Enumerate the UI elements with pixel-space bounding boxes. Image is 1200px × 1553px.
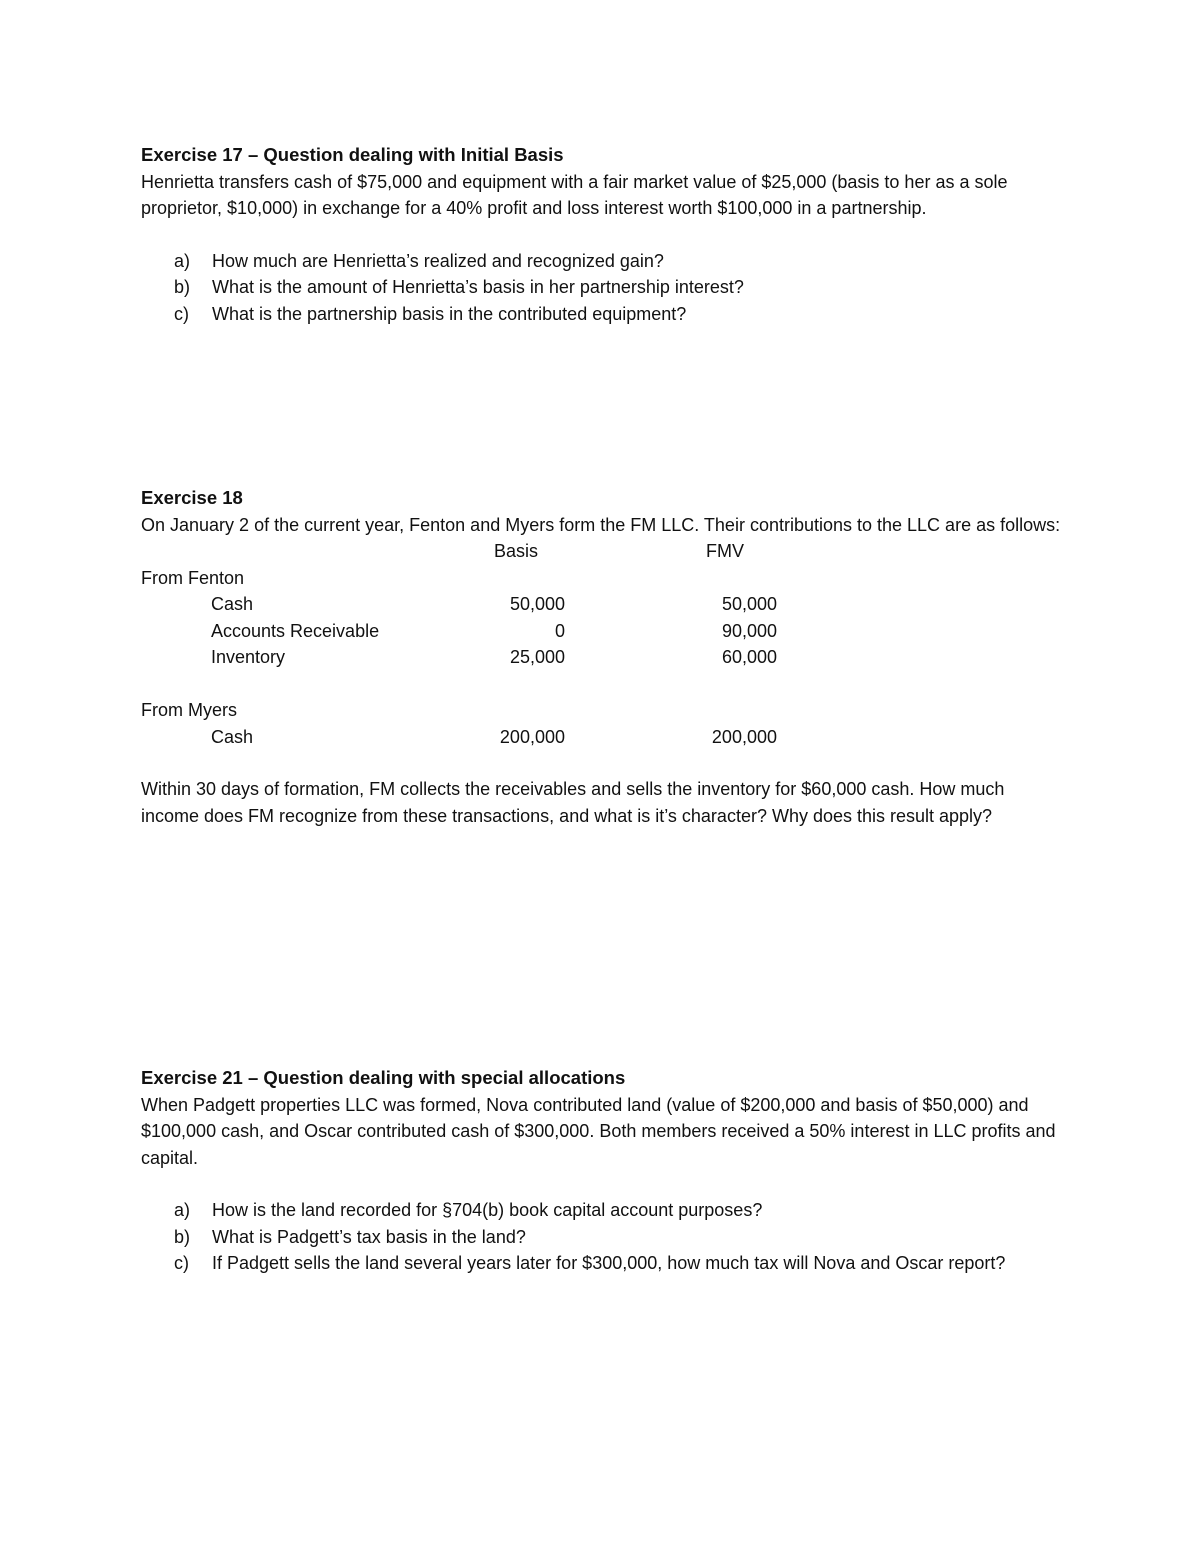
question-letter: a) [174, 1200, 191, 1220]
contribution-item: Accounts Receivable [211, 620, 380, 641]
contributions-header-row [141, 538, 1061, 565]
fenton-group-label-row [141, 565, 1061, 592]
contribution-basis: 0 [554, 620, 565, 641]
contribution-row [141, 591, 1061, 618]
question-text: How much are Henrietta’s realized and recognized gain? [212, 250, 664, 271]
fmv-column-header: FMV [706, 541, 744, 561]
exercise-17-title: Exercise 17 – Question dealing with Initial Basis [141, 144, 564, 165]
question-text: How is the land recorded for §704(b) book capital account purposes? [212, 1200, 763, 1220]
question-letter: c) [174, 1253, 189, 1273]
question-item [141, 301, 1061, 328]
exercise-18-intro: On January 2 of the current year, Fenton and Myers form the FM LLC. Their contributions to the LLC are as follows: [141, 514, 1061, 535]
contribution-fmv: 50,000 [721, 594, 777, 614]
question-letter: c) [174, 303, 189, 324]
exercise-21-title: Exercise 21 – Question dealing with special allocations [141, 1067, 626, 1088]
contribution-item: Cash [211, 726, 254, 747]
exercise-17 [141, 142, 1061, 327]
exercise-17-questions [141, 248, 1061, 328]
contribution-basis: 200,000 [499, 726, 565, 747]
contribution-fmv: 60,000 [721, 647, 777, 667]
question-letter: b) [174, 277, 191, 297]
exercise-21 [141, 1065, 1061, 1277]
contribution-fmv: 90,000 [721, 620, 777, 641]
question-item [141, 274, 1061, 301]
question-text: What is the partnership basis in the contributed equipment? [212, 303, 687, 324]
exercise-21-body: When Padgett properties LLC was formed, Nova contributed land (value of $200,000 and basis of $50,000) and $100,000 cash, and Oscar contributed cash of $300,000. Both members received a 50% interest in LLC profits and capital. [141, 1094, 1056, 1168]
basis-column-header: Basis [494, 541, 539, 561]
contribution-row [141, 644, 1061, 671]
question-letter: a) [174, 250, 191, 271]
contribution-row [141, 618, 1061, 645]
question-item [141, 1197, 1061, 1224]
contribution-row [141, 724, 1061, 751]
question-text: If Padgett sells the land several years later for $300,000, how much tax will Nova and Oscar report? [212, 1253, 1006, 1273]
exercise-17-body: Henrietta transfers cash of $75,000 and equipment with a fair market value of $25,000 (basis to her as a sole proprietor, $10,000) in exchange for a 40% profit and loss interest worth $100,000 in a partnership. [141, 171, 1008, 218]
question-letter: b) [174, 1226, 191, 1247]
contribution-item: Cash [211, 594, 254, 614]
myers-group-label: From Myers [141, 700, 237, 720]
question-item [141, 1250, 1061, 1277]
contribution-basis: 25,000 [509, 647, 565, 667]
contribution-basis: 50,000 [509, 594, 565, 614]
question-text: What is the amount of Henrietta’s basis in her partnership interest? [212, 277, 744, 297]
exercise-18 [141, 485, 1061, 829]
contribution-fmv: 200,000 [711, 726, 777, 747]
exercise-18-question: Within 30 days of formation, FM collects the receivables and sells the inventory for $60,000 cash. How much income does FM recognize from these transactions, and what is it’s character? Why does this result apply? [141, 779, 1005, 826]
question-item [141, 1224, 1061, 1251]
myers-group-label-row [141, 697, 1061, 724]
spacer-row [141, 671, 1061, 698]
question-text: What is Padgett’s tax basis in the land? [212, 1226, 526, 1247]
question-item [141, 248, 1061, 275]
exercise-18-title: Exercise 18 [141, 487, 243, 508]
exercise-21-questions [141, 1197, 1061, 1277]
fenton-group-label: From Fenton [141, 567, 245, 588]
contribution-item: Inventory [211, 647, 286, 667]
